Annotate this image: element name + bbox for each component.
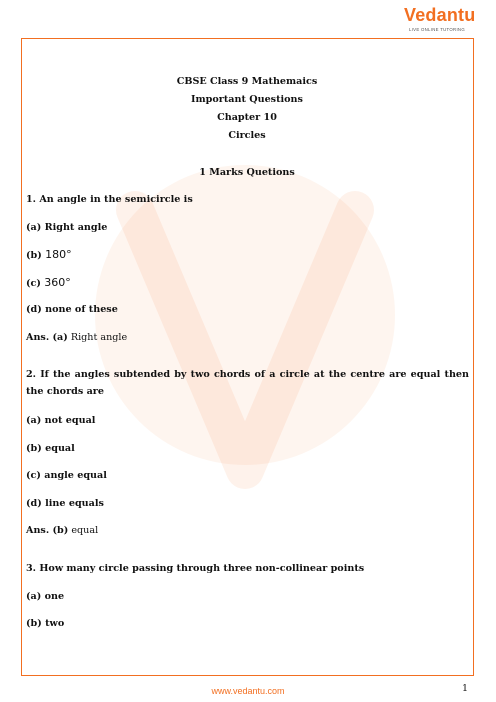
page-number: 1 [462, 683, 469, 694]
q1-option-b-value: 180° [45, 248, 72, 261]
q1-option-c [26, 276, 71, 290]
q2-option-c: (c) angle equal [26, 470, 107, 481]
logo-wordmark: Vedantu [404, 5, 476, 25]
question-1: 1. An angle in the semicircle is [26, 194, 193, 205]
q1-option-b-label: (b) [26, 250, 42, 261]
q3-option-a: (a) one [26, 591, 65, 602]
vedantu-logo [404, 5, 484, 35]
doc-subtitle: Important Questions [191, 94, 303, 105]
chapter-number: Chapter 10 [217, 112, 277, 123]
q1-option-a: (a) Right angle [26, 222, 108, 233]
logo-tagline: LIVE ONLINE TUTORING [409, 27, 465, 32]
footer-url[interactable] [0, 686, 496, 696]
q1-answer-label: Ans. (a) [26, 332, 68, 343]
q2-answer-text: equal [71, 525, 99, 536]
q2-option-d: (d) line equals [26, 498, 104, 509]
section-heading: 1 Marks Quetions [199, 167, 295, 178]
q2-answer [26, 524, 98, 537]
q2-option-b: (b) equal [26, 443, 75, 454]
q1-option-c-label: (c) [26, 278, 41, 289]
q3-option-b: (b) two [26, 618, 65, 629]
q1-option-d: (d) none of these [26, 304, 118, 315]
q1-option-c-value: 360° [44, 276, 71, 289]
q1-answer-text: Right angle [70, 332, 128, 343]
q2-option-a: (a) not equal [26, 415, 96, 426]
chapter-name: Circles [228, 130, 266, 141]
q2-answer-label: Ans. (b) [26, 525, 69, 536]
doc-title: CBSE Class 9 Mathemaics [176, 76, 318, 87]
website-link[interactable]: www.vedantu.com [211, 686, 285, 696]
q1-answer [26, 331, 127, 344]
q1-option-b [26, 248, 72, 262]
question-3: 3. How many circle passing through three non-collinear points [26, 563, 365, 574]
question-2: 2. If the angles subtended by two chords of a circle at the centre are equal then the chords are [26, 369, 469, 397]
